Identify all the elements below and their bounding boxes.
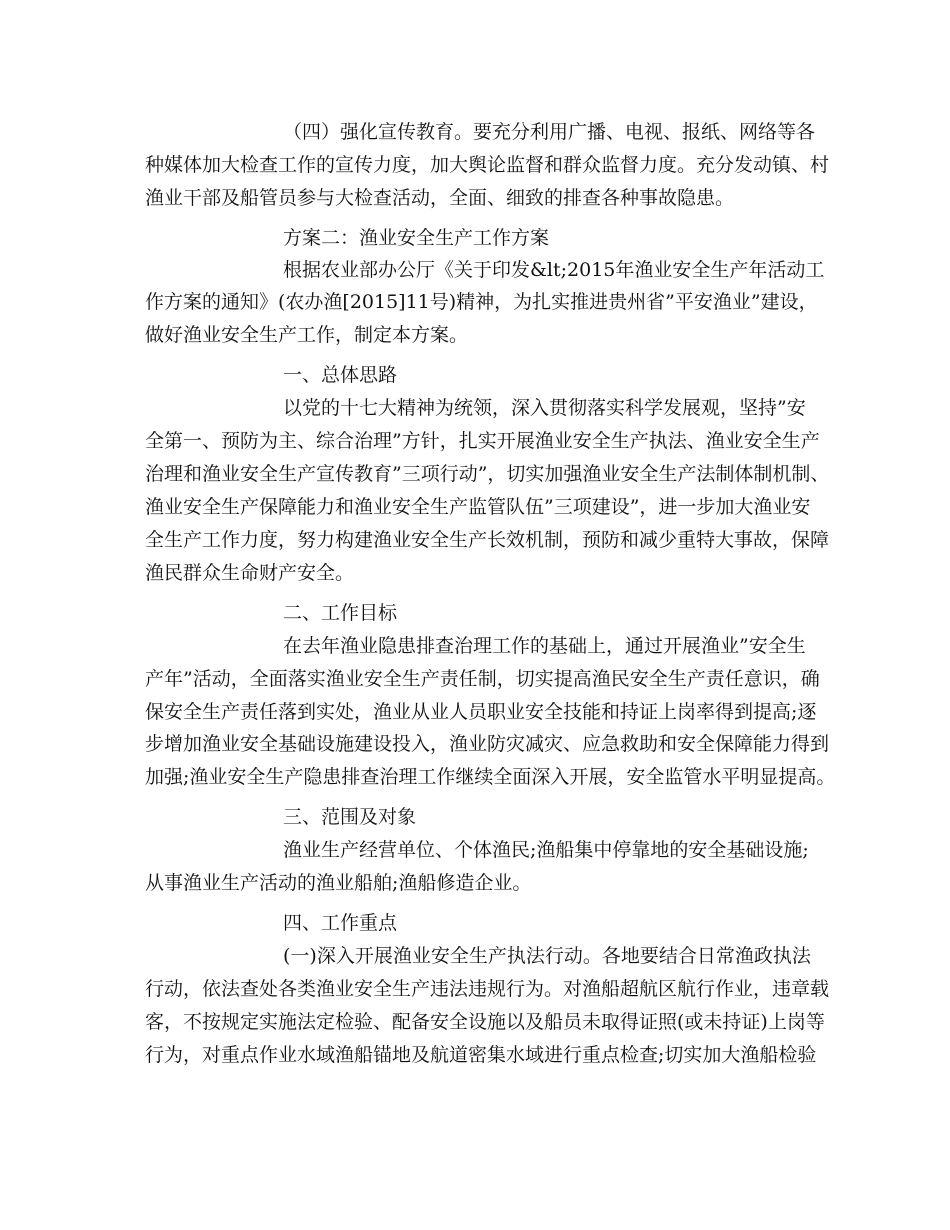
paragraph-line: 全生产工作力度，努力构建渔业安全生产长效机制，预防和减少重特大事故，保障	[145, 529, 830, 551]
paragraph-line: 以党的十七大精神为统领，深入贯彻落实科学发展观，坚持”安	[283, 397, 806, 419]
paragraph-line: 步增加渔业安全基础设施建设投入，渔业防灾减灾、应急救助和安全保障能力得到	[145, 733, 830, 755]
paragraph-line: 加强;渔业安全生产隐患排查治理工作继续全面深入开展，安全监管水平明显提高。	[145, 766, 836, 788]
section-heading: 方案二：渔业安全生产工作方案	[283, 227, 550, 249]
paragraph-line: 行动，依法查处各类渔业安全生产违法违规行为。对渔船超航区航行作业，违章载	[145, 978, 830, 1000]
paragraph-line: (一)深入开展渔业安全生产执法行动。各地要结合日常渔政执法	[283, 945, 811, 967]
paragraph-line: 渔业生产经营单位、个体渔民;渔船集中停靠地的安全基础设施;	[283, 839, 809, 861]
section-heading: 二、工作目标	[283, 602, 398, 624]
paragraph-line: 渔民群众生命财产安全。	[145, 562, 355, 584]
paragraph-line: 客，不按规定实施法定检验、配备安全设施以及船员未取得证照(或未持证)上岗等	[145, 1011, 825, 1033]
paragraph-line: （四）强化宣传教育。要充分利用广播、电视、报纸、网络等各	[283, 121, 816, 143]
section-heading: 三、范围及对象	[283, 806, 417, 828]
paragraph-line: 做好渔业安全生产工作，制定本方案。	[145, 324, 469, 346]
paragraph-line: 产年”活动，全面落实渔业安全生产责任制，切实提高渔民安全生产责任意识，确	[145, 668, 820, 690]
paragraph-line: 种媒体加大检查工作的宣传力度，加大舆论监督和群众监督力度。充分发动镇、村	[145, 154, 830, 176]
paragraph-line: 行为，对重点作业水域渔船锚地及航道密集水域进行重点检查;切实加大渔船检验	[145, 1044, 817, 1066]
paragraph-line: 治理和渔业安全生产宣传教育”三项行动”，切实加强渔业安全生产法制体制机制、	[145, 463, 830, 485]
paragraph-line: 渔业干部及船管员参与大检查活动，全面、细致的排查各种事故隐患。	[145, 187, 735, 209]
paragraph-line: 在去年渔业隐患排查治理工作的基础上，通过开展渔业”安全生	[283, 635, 806, 657]
paragraph-line: 全第一、预防为主、综合治理”方针，扎实开展渔业安全生产执法、渔业安全生产	[145, 430, 820, 452]
section-heading: 一、总体思路	[283, 364, 398, 386]
paragraph-line: 作方案的通知》(农办渔[2015]11号)精神，为扎实推进贵州省”平安渔业”建设，	[145, 291, 818, 313]
section-heading: 四、工作重点	[283, 912, 398, 934]
paragraph-line: 从事渔业生产活动的渔业船舶;渔船修造企业。	[145, 872, 532, 894]
paragraph-line: 根据农业部办公厅《关于印发&lt;2015年渔业安全生产年活动工	[283, 259, 825, 281]
paragraph-line: 保安全生产责任落到实处，渔业从业人员职业安全技能和持证上岗率得到提高;逐	[145, 701, 817, 723]
paragraph-line: 渔业安全生产保障能力和渔业安全生产监管队伍”三项建设”，进一步加大渔业安	[145, 496, 811, 518]
